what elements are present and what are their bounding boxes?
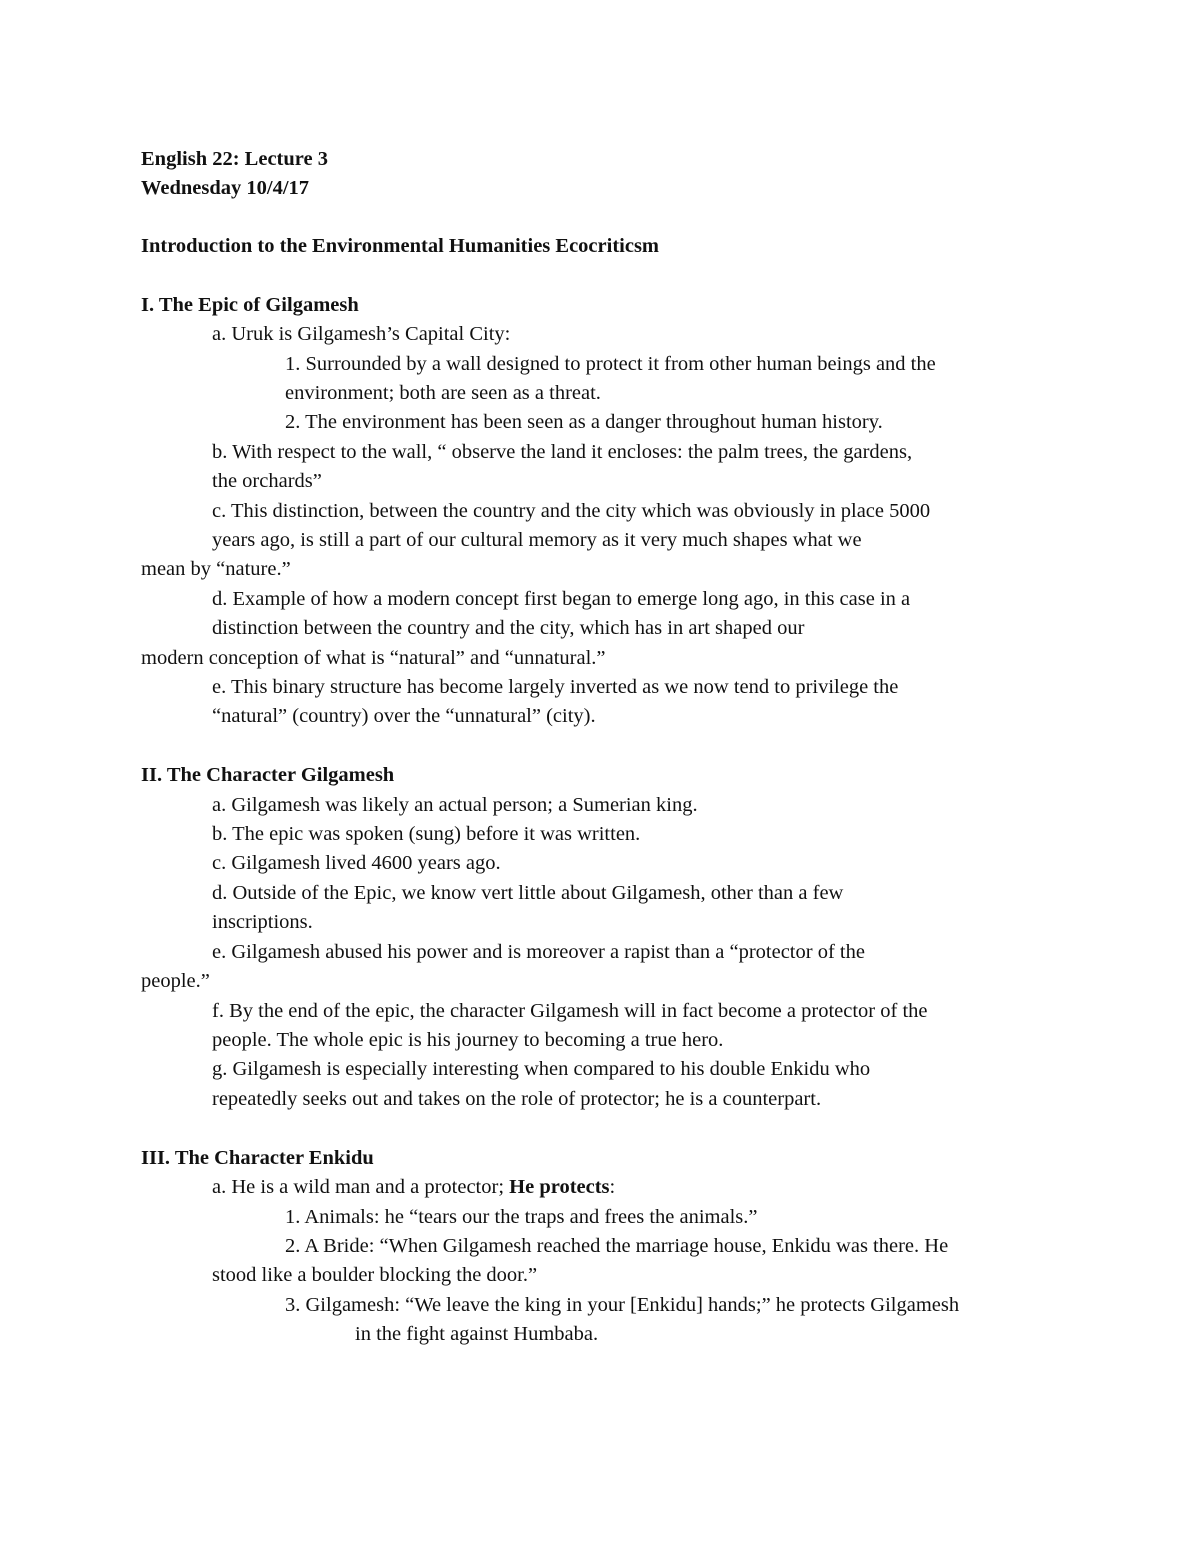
s1-item-a2: 2. The environment has been seen as a danger throughout human history. — [285, 411, 883, 433]
s1-item-d-line2: distinction between the country and the city, which has in art shaped our — [212, 617, 805, 639]
s2-item-e-line2: people.” — [141, 970, 210, 992]
s3-item-a1: 1. Animals: he “tears our the traps and frees the animals.” — [285, 1206, 758, 1228]
lecture-date: Wednesday 10/4/17 — [141, 177, 310, 199]
s3-item-a — [212, 1177, 615, 1198]
s2-item-f-line1: f. By the end of the epic, the character Gilgamesh will in fact become a protector of the — [212, 1000, 928, 1022]
section-2-heading: II. The Character Gilgamesh — [141, 764, 395, 786]
s2-item-c: c. Gilgamesh lived 4600 years ago. — [212, 852, 501, 874]
s2-item-e-line1: e. Gilgamesh abused his power and is moreover a rapist than a “protector of the — [212, 941, 865, 963]
course-title: English 22: Lecture 3 — [141, 148, 328, 170]
s3-item-a-colon: : — [609, 1176, 616, 1198]
s2-item-g-line1: g. Gilgamesh is especially interesting when compared to his double Enkidu who — [212, 1058, 871, 1080]
s2-item-g-line2: repeatedly seeks out and takes on the role of protector; he is a counterpart. — [212, 1088, 822, 1110]
s3-item-a3-line1: 3. Gilgamesh: “We leave the king in your [Enkidu] hands;” he protects Gilgamesh — [285, 1294, 960, 1316]
s1-item-c-line3: mean by “nature.” — [141, 558, 291, 580]
section-1-heading: I. The Epic of Gilgamesh — [141, 294, 359, 316]
s3-item-a-bold: He protects — [509, 1176, 610, 1198]
s2-item-b: b. The epic was spoken (sung) before it was written. — [212, 823, 641, 845]
s1-item-a1-line1: 1. Surrounded by a wall designed to protect it from other human beings and the — [285, 353, 936, 375]
s2-item-a: a. Gilgamesh was likely an actual person; a Sumerian king. — [212, 794, 698, 816]
s1-item-b-line1: b. With respect to the wall, “ observe the land it encloses: the palm trees, the gardens, — [212, 441, 913, 463]
section-3-heading: III. The Character Enkidu — [141, 1147, 374, 1169]
s1-item-a: a. Uruk is Gilgamesh’s Capital City: — [212, 323, 511, 345]
s2-item-d-line2: inscriptions. — [212, 911, 313, 933]
s3-item-a2-line2: stood like a boulder blocking the door.” — [212, 1264, 538, 1286]
s3-item-a-text: a. He is a wild man and a protector; — [212, 1176, 510, 1198]
s1-item-c-line1: c. This distinction, between the country and the city which was obviously in place 5000 — [212, 500, 931, 522]
s2-item-f-line2: people. The whole epic is his journey to becoming a true hero. — [212, 1029, 724, 1051]
s3-item-a2-line1: 2. A Bride: “When Gilgamesh reached the marriage house, Enkidu was there. He — [285, 1235, 949, 1257]
s1-item-d-line3: modern conception of what is “natural” and “unnatural.” — [141, 647, 606, 669]
s1-item-b-line2: the orchards” — [212, 470, 322, 492]
s2-item-d-line1: d. Outside of the Epic, we know vert little about Gilgamesh, other than a few — [212, 882, 844, 904]
s1-item-a1-line2: environment; both are seen as a threat. — [285, 382, 601, 404]
s1-item-c-line2: years ago, is still a part of our cultural memory as it very much shapes what we — [212, 529, 862, 551]
s1-item-e-line2: “natural” (country) over the “unnatural” (city). — [212, 705, 596, 727]
s1-item-d-line1: d. Example of how a modern concept first began to emerge long ago, in this case in a — [212, 588, 911, 610]
s1-item-e-line1: e. This binary structure has become largely inverted as we now tend to privilege the — [212, 676, 899, 698]
lecture-topic: Introduction to the Environmental Humanities Ecocriticsm — [141, 235, 659, 257]
s3-item-a3-line2: in the fight against Humbaba. — [355, 1323, 599, 1345]
